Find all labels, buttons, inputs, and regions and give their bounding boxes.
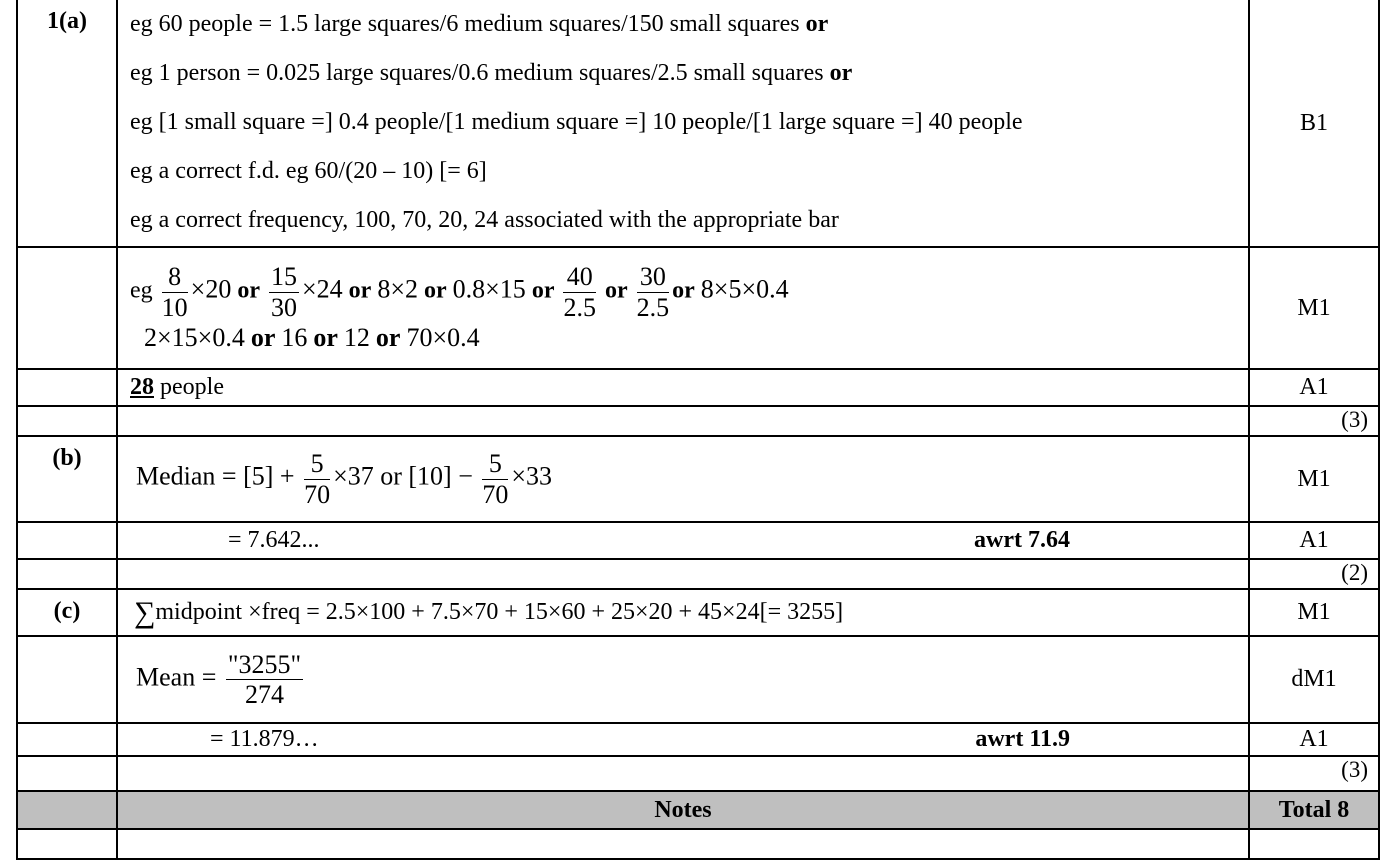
row-c-mean bbox=[17, 636, 1379, 723]
notes-header-row bbox=[17, 791, 1379, 829]
row-a-total bbox=[17, 406, 1379, 436]
result-value-b: = 7.642... bbox=[228, 527, 320, 553]
mark-scheme-table bbox=[16, 0, 1380, 860]
empty-cell bbox=[17, 723, 117, 756]
fraction-5-70: $\frac{5}{70}$ bbox=[304, 449, 331, 509]
question-label-1a: 1(a) bbox=[17, 0, 117, 247]
mark-m1-b: M1 bbox=[1249, 436, 1379, 522]
b1-line: eg 1 person = 0.025 large squares/0.6 medium squares/2.5 small squares or bbox=[130, 60, 853, 86]
empty-cell bbox=[17, 829, 117, 859]
mark-m1-c: M1 bbox=[1249, 589, 1379, 636]
m1-line-2: 2×15×0.4 or 16 or 12 or 70×0.4 bbox=[144, 322, 480, 352]
awrt-b: awrt 7.64 bbox=[974, 527, 1070, 553]
total-b: (2) bbox=[1249, 559, 1379, 589]
mark-a1-a: A1 bbox=[1249, 369, 1379, 406]
empty-cell bbox=[17, 636, 117, 723]
b1-line: eg [1 small square =] 0.4 people/[1 medium square =] 10 people/[1 large square =] 40 people bbox=[130, 109, 1023, 135]
median-expression: Median = [5] + $\frac{5}{70}$ ×37 or [10] − $\frac{5}{70}$ ×33 bbox=[117, 436, 1249, 522]
empty-cell bbox=[117, 829, 1249, 859]
b1-line: eg a correct frequency, 100, 70, 20, 24 associated with the appropriate bar bbox=[130, 207, 839, 233]
fraction-30-2.5: $\frac{30}{2.5}$ bbox=[636, 262, 670, 322]
empty-cell bbox=[1249, 829, 1379, 859]
eg-text: eg bbox=[130, 277, 153, 304]
b1-criteria bbox=[117, 0, 1249, 247]
row-a-answer bbox=[17, 369, 1379, 406]
b1-line: eg a correct f.d. eg 60/(20 – 10) [= 6] bbox=[130, 158, 487, 184]
row-c-total bbox=[17, 756, 1379, 791]
mark-a1-c: A1 bbox=[1249, 723, 1379, 756]
total-a: (3) bbox=[1249, 406, 1379, 436]
row-b-total bbox=[17, 559, 1379, 589]
fraction-8-10: $\frac{8}{10}$ bbox=[161, 262, 188, 322]
fraction-5-70-b: $\frac{5}{70}$ bbox=[482, 449, 509, 509]
answer-a: 28 people bbox=[117, 369, 1249, 406]
row-c-result bbox=[17, 723, 1379, 756]
notes-heading: Notes bbox=[117, 791, 1249, 829]
empty-cell bbox=[17, 406, 117, 436]
row-b-result bbox=[17, 522, 1379, 559]
empty-cell bbox=[17, 756, 117, 791]
empty-cell bbox=[117, 406, 1249, 436]
row-b-m1 bbox=[17, 436, 1379, 522]
empty-cell bbox=[117, 756, 1249, 791]
fraction-15-30: $\frac{15}{30}$ bbox=[270, 262, 297, 322]
result-b bbox=[117, 522, 1249, 559]
awrt-c: awrt 11.9 bbox=[975, 726, 1070, 752]
question-label-c: (c) bbox=[17, 589, 117, 636]
empty-cell bbox=[117, 559, 1249, 589]
empty-cell bbox=[17, 791, 117, 829]
result-value-c: = 11.879… bbox=[210, 726, 319, 752]
b1-lines bbox=[130, 0, 1236, 245]
fraction-40-2.5: $\frac{40}{2.5}$ bbox=[563, 262, 596, 322]
mark-m1-a: M1 bbox=[1249, 247, 1379, 369]
mark-a1-b: A1 bbox=[1249, 522, 1379, 559]
sigma-symbol: ∑ bbox=[134, 595, 156, 629]
sum-expression: ∑midpoint ×freq = 2.5×100 + 7.5×70 + 15×60 + 25×20 + 45×24[= 3255] bbox=[117, 589, 1249, 636]
notes-body-row bbox=[17, 829, 1379, 859]
b1-line: eg 60 people = 1.5 large squares/6 medium squares/150 small squares or bbox=[130, 11, 829, 37]
total-c: (3) bbox=[1249, 756, 1379, 791]
m1-expressions bbox=[117, 247, 1249, 369]
mark-dm1-c: dM1 bbox=[1249, 636, 1379, 723]
empty-cell bbox=[17, 559, 117, 589]
fraction-3255-274: $\frac{"3255"}{274}$ bbox=[227, 649, 302, 709]
mark-b1: B1 bbox=[1249, 0, 1379, 247]
empty-cell bbox=[17, 369, 117, 406]
question-label-b: (b) bbox=[17, 436, 117, 522]
empty-cell bbox=[17, 522, 117, 559]
total-marks: Total 8 bbox=[1249, 791, 1379, 829]
mean-expression: Mean = $\frac{"3255"}{274}$ bbox=[117, 636, 1249, 723]
m1-line-1: eg $\frac{8}{10}$ ×20 or $\frac{15}{30}$ ×24 or 8×2 or 0.8×15 or $\frac{40}{2.5}$ or $\frac{30}{2.5}$ or 8×5×0.4 bbox=[130, 262, 789, 322]
row-a-b1 bbox=[17, 0, 1379, 247]
row-c-m1 bbox=[17, 589, 1379, 636]
result-c bbox=[117, 723, 1249, 756]
empty-cell bbox=[17, 247, 117, 369]
row-a-m1 bbox=[17, 247, 1379, 369]
answer-value: 28 bbox=[130, 374, 154, 400]
